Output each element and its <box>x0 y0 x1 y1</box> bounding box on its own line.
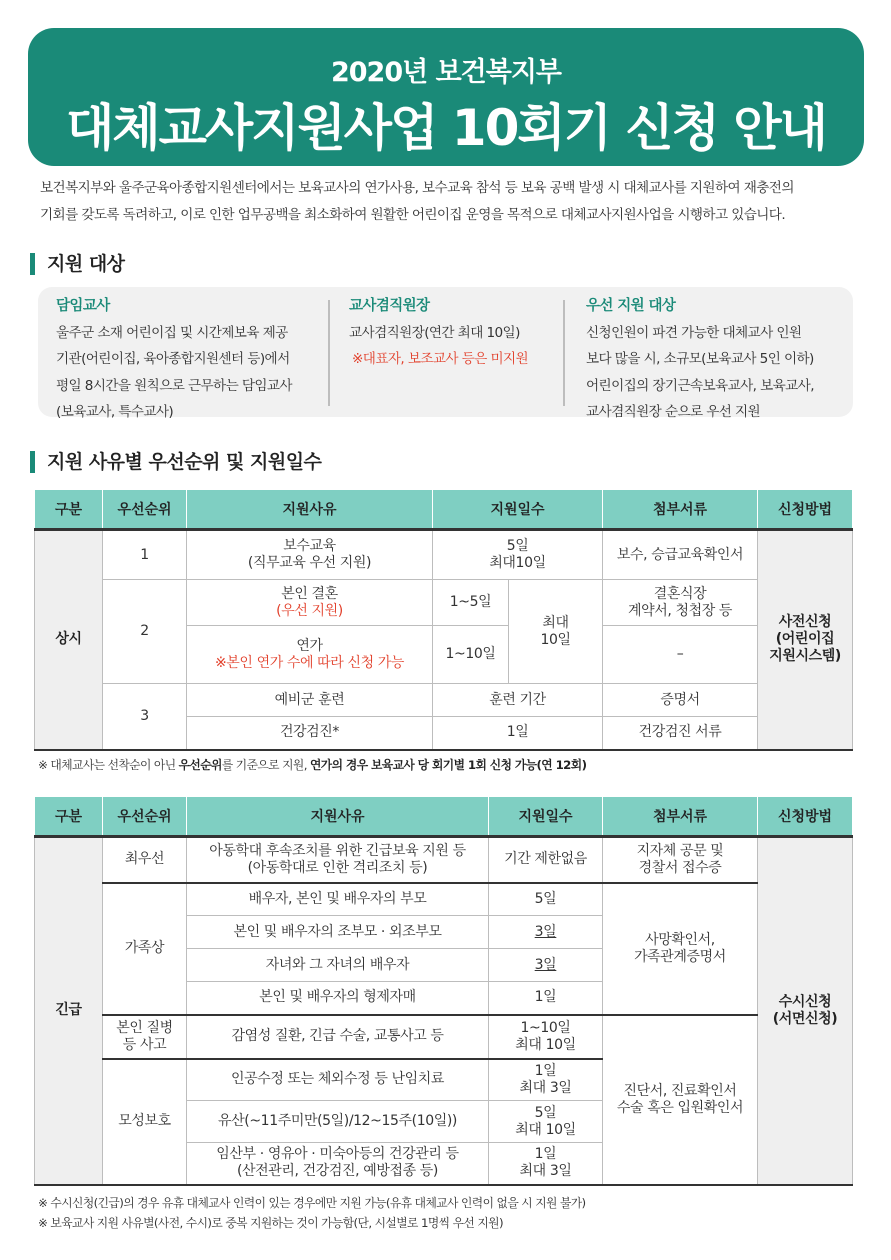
target-line: 울주군 소재 어린이집 및 시간제보육 제공 <box>56 324 288 341</box>
title-banner <box>28 28 864 166</box>
target-line: 신청인원이 파견 가능한 대체교사 인원 <box>586 324 802 341</box>
table-row <box>35 883 853 916</box>
target-col-homeroom <box>56 293 292 426</box>
header-reason: 지원사유 <box>187 797 489 837</box>
reason-cell: 자녀와 그 자녀의 배우자 <box>187 949 489 982</box>
table-row <box>35 684 853 717</box>
docs-cell: 지자체 공문 및 경찰서 접수증 <box>603 837 758 883</box>
reason-cell: 유산(~11주미만(5일)/12~15주(10일)) <box>187 1101 489 1143</box>
reason-cell: 아동학대 후속조치를 위한 긴급보육 지원 등 (아동학대로 인한 격리조치 등) <box>187 837 489 883</box>
header-category: 구분 <box>35 797 103 837</box>
docs-cell: 건강검진 서류 <box>603 717 758 750</box>
intro-paragraph <box>40 175 860 229</box>
rank-cell: 3 <box>103 684 187 750</box>
reason-cell: 본인 및 배우자의 형제자매 <box>187 982 489 1015</box>
rank-cell: 최우선 <box>103 837 187 883</box>
header-reason: 지원사유 <box>187 490 433 530</box>
method-cell: 사전신청 (어린이집 지원시스템) <box>758 530 853 750</box>
category-cell: 상시 <box>35 530 103 750</box>
reason-cell: 본인 결혼 (우선 지원) <box>187 580 433 626</box>
days-cell: 기간 제한없음 <box>489 837 603 883</box>
days-cell: 1일 <box>433 717 603 750</box>
days-cell: 1~10일 최대 10일 <box>489 1015 603 1059</box>
target-line: 어린이집의 장기근속보육교사, 보육교사, <box>586 377 814 394</box>
banner-title: 대체교사지원사업 10회기 신청 안내 <box>65 99 826 157</box>
days-cell: 5일 최대 10일 <box>489 1101 603 1143</box>
reason-cell: 임산부 · 영유아 · 미숙아등의 건강관리 등 (산전관리, 건강검진, 예방접종 등) <box>187 1143 489 1185</box>
intro-line: 보건복지부와 울주군육아종합지원센터에서는 보육교사의 연가사용, 보수교육 참석 등 보육 공백 발생 시 대체교사를 지원하여 재충전의 <box>40 180 794 196</box>
table-header-row <box>35 797 853 837</box>
target-head: 우선 지원 대상 <box>586 298 676 314</box>
days-cell: 1일 최대 3일 <box>489 1143 603 1185</box>
target-line: 기관(어린이집, 육아종합지원센터 등)에서 <box>56 351 290 367</box>
table-row <box>35 837 853 883</box>
target-line: (보육교사, 특수교사) <box>56 404 174 420</box>
reason-cell: 배우자, 본인 및 배우자의 부모 <box>187 883 489 916</box>
intro-line: 기회를 갖도록 독려하고, 이로 인한 업무공백을 최소화하여 원활한 어린이집 운영을 목적으로 대체교사지원사업을 시행하고 있습니다. <box>40 207 786 223</box>
column-divider <box>563 300 565 406</box>
table-row <box>35 530 853 580</box>
rank-cell: 1 <box>103 530 187 580</box>
column-divider <box>328 300 330 406</box>
days-cell: 1~5일 <box>433 580 509 626</box>
reason-cell: 건강검진* <box>187 717 433 750</box>
docs-cell: 사망확인서, 가족관계증명서 <box>603 883 758 1015</box>
days-cell: 5일 최대10일 <box>433 530 603 580</box>
table-row <box>35 580 853 626</box>
rank-cell: 모성보호 <box>103 1059 187 1185</box>
table-row <box>35 1015 853 1059</box>
target-col-priority <box>586 293 814 426</box>
section-title-target: 지원 대상 <box>30 253 125 275</box>
category-cell: 긴급 <box>35 837 103 1185</box>
header-docs: 첨부서류 <box>603 490 758 530</box>
days-cell: 3일 <box>489 916 603 949</box>
reason-cell: 예비군 훈련 <box>187 684 433 717</box>
target-col-director <box>349 293 528 373</box>
header-rank: 우선순위 <box>103 797 187 837</box>
header-category: 구분 <box>35 490 103 530</box>
banner-subtitle: 2020년 보건복지부 <box>330 57 562 88</box>
footnote-regular: ※ 대체교사는 선착순이 아닌 우선순위를 기준으로 지원, 연가의 경우 보육교사 당 회기별 1회 신청 가능(연 12회) <box>38 758 587 772</box>
max-days-cell: 최대 10일 <box>509 580 603 684</box>
days-cell: 1~10일 <box>433 626 509 684</box>
target-line: 교사겸직원장 순으로 우선 지원 <box>586 404 761 420</box>
emergency-support-table <box>34 796 853 1186</box>
rank-cell: 본인 질병 등 사고 <box>103 1015 187 1059</box>
docs-cell: 진단서, 진료확인서 수술 혹은 입원확인서 <box>603 1015 758 1185</box>
method-cell: 수시신청 (서면신청) <box>758 837 853 1185</box>
docs-cell: 보수, 승급교육확인서 <box>603 530 758 580</box>
header-method: 신청방법 <box>758 490 853 530</box>
days-cell: 1일 최대 3일 <box>489 1059 603 1101</box>
reason-cell: 감염성 질환, 긴급 수술, 교통사고 등 <box>187 1015 489 1059</box>
regular-support-table <box>34 489 853 751</box>
docs-cell: 증명서 <box>603 684 758 717</box>
days-cell: 5일 <box>489 883 603 916</box>
target-head: 교사겸직원장 <box>349 298 430 314</box>
rank-cell: 2 <box>103 580 187 684</box>
target-note: ※대표자, 보조교사 등은 미지원 <box>352 351 529 367</box>
header-days: 지원일수 <box>489 797 603 837</box>
reason-cell: 인공수정 또는 체외수정 등 난임치료 <box>187 1059 489 1101</box>
reason-cell: 본인 및 배우자의 조부모 · 외조부모 <box>187 916 489 949</box>
reason-cell: 연가 ※본인 연가 수에 따라 신청 가능 <box>187 626 433 684</box>
header-days: 지원일수 <box>433 490 603 530</box>
days-cell: 3일 <box>489 949 603 982</box>
target-line: 보다 많을 시, 소규모(보육교사 5인 이하) <box>586 351 814 367</box>
footnote-duplicate: ※ 보육교사 지원 사유별(사전, 수시)로 중복 지원하는 것이 가능함(단, 시설별로 1명씩 우선 지원) <box>38 1216 503 1230</box>
target-line: 교사겸직원장(연간 최대 10일) <box>349 324 520 341</box>
docs-cell: 결혼식장 계약서, 청첩장 등 <box>603 580 758 626</box>
footnote-emergency: ※ 수시신청(긴급)의 경우 유휴 대체교사 인력이 있는 경우에만 지원 가능(유휴 대체교사 인력이 없을 시 지원 불가) <box>38 1196 586 1210</box>
header-method: 신청방법 <box>758 797 853 837</box>
target-box <box>38 287 853 420</box>
docs-cell: – <box>603 626 758 684</box>
header-docs: 첨부서류 <box>603 797 758 837</box>
table-header-row <box>35 490 853 530</box>
days-cell: 1일 <box>489 982 603 1015</box>
section-title-priority: 지원 사유별 우선순위 및 지원일수 <box>30 451 321 473</box>
reason-cell: 보수교육 (직무교육 우선 지원) <box>187 530 433 580</box>
days-cell: 훈련 기간 <box>433 684 603 717</box>
target-head: 담임교사 <box>56 298 110 314</box>
rank-cell: 가족상 <box>103 883 187 1015</box>
header-rank: 우선순위 <box>103 490 187 530</box>
target-line: 평일 8시간을 원칙으로 근무하는 담임교사 <box>56 377 292 394</box>
